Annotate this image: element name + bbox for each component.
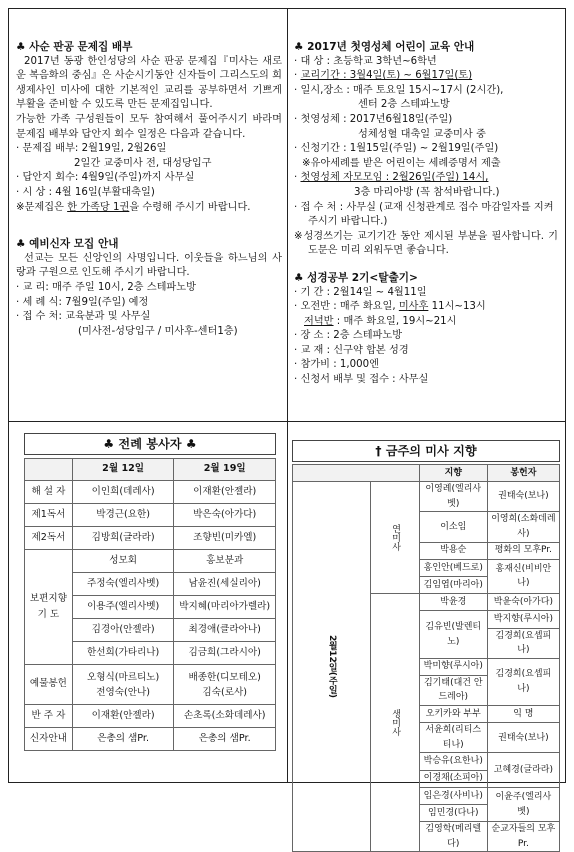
bible-study-morning: · 오전반 : 매주 화요일, 미사후 11시~13시	[294, 301, 486, 313]
catechumen-title: ♣ 예비신자 모집 안내	[16, 238, 119, 251]
table-row: 김기태(대건 안드레아)	[293, 675, 560, 705]
catechumen-class: · 교 리: 매주 주일 10시, 2층 스테파노방	[16, 281, 196, 293]
first-communion-date: · 첫영성체 : 2017년6월18일(주일)	[294, 113, 453, 125]
bible-study-fee: · 참가비 : 1,000엔	[294, 359, 379, 371]
lent-item-distribution: · 문제집 배부: 2월19일, 2월26일	[16, 143, 167, 155]
first-communion-apply-note: ※유아세례를 받은 어린이는 세례증명서 제출	[302, 157, 501, 169]
lent-booklet-title: ♣ 사순 판공 문제집 배부	[16, 41, 133, 53]
liturgy-servers-table	[24, 458, 276, 751]
group-living: 생미사	[370, 594, 419, 852]
liturgy-servers-title: ♣ 전례 봉사자 ♣	[24, 433, 276, 455]
gift-label: 예물봉헌	[25, 665, 73, 705]
mass-intentions-title: † 금주의 미사 지향	[292, 440, 560, 462]
first-communion-apply: · 신청기간 : 1월15일(주일) ~ 2월19일(주일)	[294, 143, 499, 155]
table-row: 임민경(다나)	[293, 805, 560, 822]
catechumen-reception: · 접 수 처: 교육분과 및 사무실	[16, 311, 151, 323]
table-row: 서윤희(리티스티나) 권태숙(보나)	[293, 723, 560, 753]
bible-study-place: · 장 소 : 2층 스테파노방	[294, 330, 403, 342]
first-communion-place: · 일시,장소 : 매주 토요일 15시~17시 (2시간),	[294, 84, 504, 96]
mass-intentions-section	[292, 440, 560, 849]
first-communion-place-2: 센터 2층 스테파노방	[358, 99, 450, 111]
table-row: 반 주 자 이재환(안젤라) 손초록(소화데레사)	[25, 705, 276, 728]
table-row: 박용순 평화의 모후Pr.	[293, 542, 560, 559]
table-row: 제2독서 김방희(글라라) 조향빈(미카엘)	[25, 527, 276, 550]
table-header-row	[25, 459, 276, 481]
header-feb19: 2월 19일	[174, 459, 276, 481]
lent-item-collection: · 답안지 회수: 4월9일(주일)까지 사무실	[16, 172, 195, 184]
prayer-label: 보편지향 기 도	[25, 550, 73, 665]
first-communion-period: · 교리기간 : 3월4일(토) ~ 6월17일(토)	[294, 70, 473, 82]
lent-booklet-note: ※문제집은 한 가족당 1권을 수령해 주시기 바랍니다.	[16, 201, 251, 213]
table-row: 이용주(엘리사벳) 박지혜(마리아가렐라)	[25, 596, 276, 619]
table-row: 김유빈(발렌티노) 박지향(루시아)	[293, 611, 560, 628]
table-row: 이소임 이영희(소화데레사)	[293, 512, 560, 542]
lent-booklet-section	[16, 40, 282, 415]
table-row: 2월12일(주일) 연미사 이영례(엘리사벳) 권태숙(보나)	[293, 482, 560, 512]
header-intention: 지향	[419, 465, 487, 482]
bible-study-apply: · 신청서 배부 및 접수 : 사무실	[294, 374, 429, 386]
table-row: 해 설 자 이인희(데레사) 이재환(안젤라)	[25, 481, 276, 504]
bible-study-period: · 기 간 : 2월14일 ~ 4월11일	[294, 286, 427, 298]
bible-study-evening: 저녁반 : 매주 화요일, 19시~21시	[304, 315, 457, 327]
table-header-row	[293, 465, 560, 482]
table-row: 보편지향 기 도 성모회 홍보분과	[25, 550, 276, 573]
group-requiem: 연미사	[370, 482, 419, 594]
first-communion-receipt: · 접 수 처 : 사무실 (교재 신청관계로 접수 마감일자를 지켜주시기 바랍니다.)	[294, 201, 554, 228]
bible-study-text: · 교 재 : 신구약 합본 성경	[294, 344, 409, 356]
first-communion-note: ※성경쓰기는 교기기간 동안 제시된 부분을 필사합니다. 기도문은 미리 외워두면 좋습니다.	[294, 230, 558, 257]
mass-intentions-table	[292, 464, 560, 852]
table-row: 한선희(가타리나) 김금희(그라시아)	[25, 642, 276, 665]
catechumen-baptism: · 세 례 식: 7월9일(주일) 예정	[16, 296, 149, 308]
first-communion-parents: · 첫영성체 자모모임 : 2월26일(주일) 14시,	[294, 172, 489, 184]
table-row: 임은경(사비나) 이윤주(엘리사벳)	[293, 787, 560, 804]
lent-booklet-schedule-intro: 가능한 가족 구성원들이 모두 참여해서 풀어주시기 바라며 문제집 배부와 답안지 회수 일정은 다음과 같습니다.	[16, 113, 282, 140]
vertical-divider	[287, 8, 288, 783]
header-offerer: 봉헌자	[487, 465, 559, 482]
table-row: 이경채(소피아)	[293, 770, 560, 787]
table-row: 제1독서 박경근(요한) 박은숙(아가다)	[25, 504, 276, 527]
table-row: 김임엽(마리아)	[293, 576, 560, 593]
catechumen-intro: 선교는 모든 신앙인의 사명입니다. 이웃들을 하느님의 사랑과 구원으로 인도해 주시기 바랍니다.	[16, 252, 282, 279]
table-row: 김영학(메리텔다) 순교자들의 모후Pr.	[293, 822, 560, 852]
table-row: 생미사 박윤경 박윤숙(아가다)	[293, 594, 560, 611]
date-label: 2월12일(주일)	[293, 482, 371, 852]
first-communion-parents-2: 3층 마리아방 (꼭 참석바랍니다.)	[354, 186, 500, 198]
first-communion-section	[294, 40, 558, 415]
table-row: 신자안내 은총의 샘Pr. 은총의 샘Pr.	[25, 728, 276, 751]
bible-study-title: ♣ 성경공부 2기<탈출기>	[294, 271, 418, 284]
first-communion-date-2: 성체성혈 대축일 교중미사 중	[358, 128, 486, 140]
lent-item-award: · 시 상 : 4월 16일(부활대축일)	[16, 186, 155, 198]
table-row: 박미향(루시아) 김경희(요셉피나)	[293, 658, 560, 675]
horizontal-divider	[8, 421, 566, 422]
table-row: 박승유(요한나) 고혜경(글라라)	[293, 753, 560, 770]
table-row: 김경희(요셉피나)	[293, 628, 560, 658]
table-row: 예물봉헌 오형식(마르티노) 전영숙(안나) 배종한(디모테오) 김숙(로사)	[25, 665, 276, 705]
table-row: 김경아(안젤라) 최경애(클라아나)	[25, 619, 276, 642]
catechumen-reception-place: (미사전-성당입구 / 미사후-센터1층)	[78, 325, 238, 337]
first-communion-target: · 대 상 : 초등학교 3학년~6학년	[294, 55, 437, 67]
lent-booklet-intro: 2017년 동광 한인성당의 사순 판공 문제집『미사는 새로운 복음화의 중심』은 사순시기동안 신자들이 그리스도의 희생제사인 미사에 대한 기본적인 교리를 공부하면서 기쁘게 부활을 준비할 수 있도록 만든 문제집입니다.	[16, 55, 282, 111]
table-row: 주정숙(엘리사벳) 남윤진(세실리아)	[25, 573, 276, 596]
liturgy-servers-section	[24, 433, 276, 773]
first-communion-title: ♣ 2017년 첫영성체 어린이 교육 안내	[294, 41, 475, 53]
table-row: 오키카와 부부 익 명	[293, 706, 560, 723]
table-row: 홍인안(베드로) 홍재신(비비안나)	[293, 559, 560, 576]
lent-item-distribution-place: 2일간 교중미사 전, 대성당입구	[74, 157, 212, 169]
header-feb12: 2월 12일	[72, 459, 174, 481]
